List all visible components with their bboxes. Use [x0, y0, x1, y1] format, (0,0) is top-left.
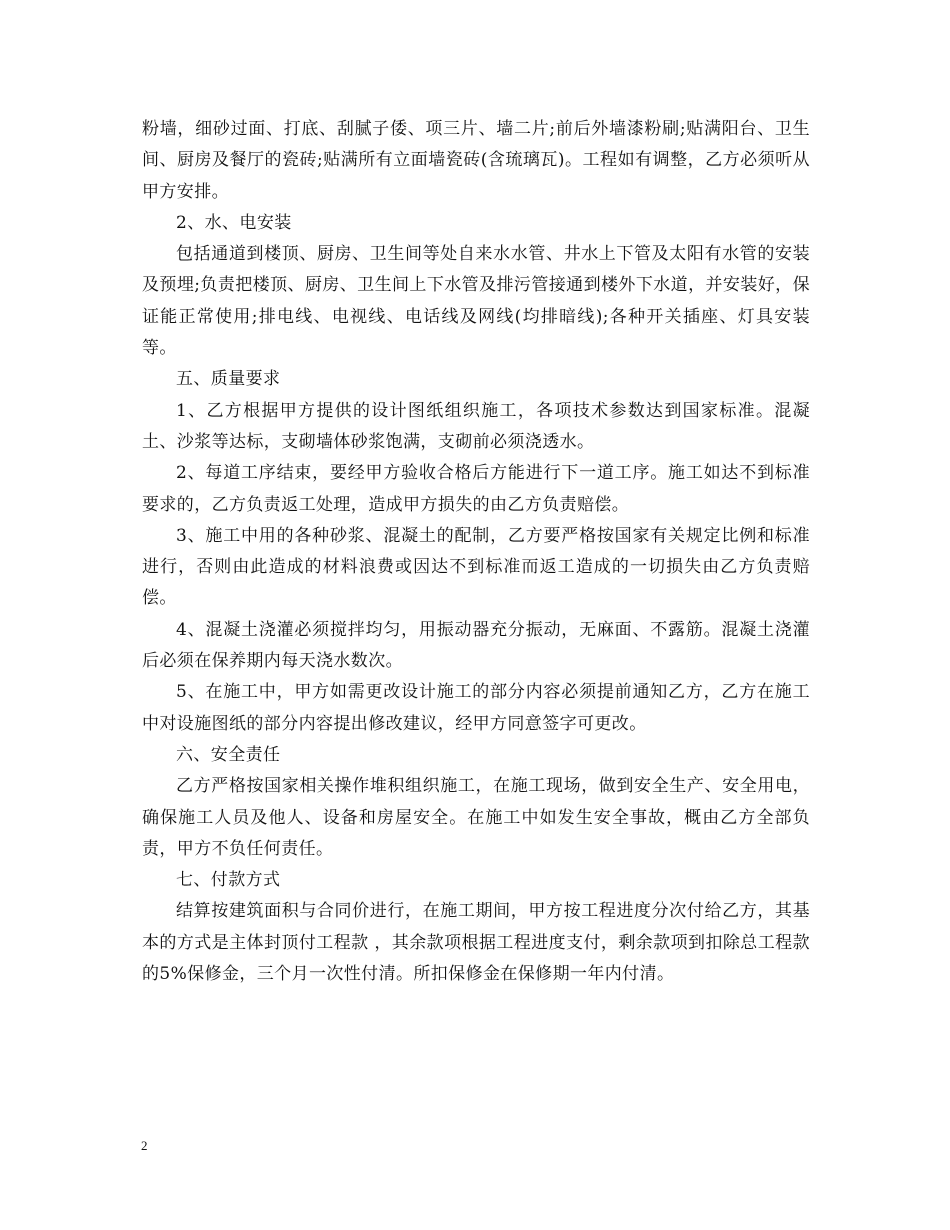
paragraph: 粉墙，细砂过面、打底、刮腻子倭、项三片、墙二片;前后外墙漆粉刷;贴满阳台、卫生间、厨房及餐厅的瓷砖;贴满所有立面墙瓷砖(含琉璃瓦)。工程如有调整，乙方必须听从甲方安排。	[142, 119, 810, 202]
section-heading: 2、水、电安装	[176, 212, 292, 233]
paragraph: 3、施工中用的各种砂浆、混凝土的配制，乙方要严格按国家有关规定比例和标准进行，否则由此造成的材料浪费或因达不到标准而返工造成的一切损失由乙方负责赔偿。	[142, 525, 810, 609]
paragraph: 2、每道工序结束，要经甲方验收合格后方能进行下一道工序。施工如达不到标准要求的，乙方负责返工处理，造成甲方损失的由乙方负责赔偿。	[142, 463, 810, 515]
section-heading: 七、付款方式	[176, 870, 281, 891]
paragraph: 5、在施工中，甲方如需更改设计施工的部分内容必须提前通知乙方，乙方在施工中对设施图纸的部分内容提出修改建议，经甲方同意签字可更改。	[142, 682, 810, 734]
paragraph: 结算按建筑面积与合同价进行，在施工期间，甲方按工程进度分次付给乙方，其基本的方式是主体封顶付工程款 ，其余款项根据工程进度支付，剩余款项到扣除总工程款的5%保修金，三个月一次性付清。所扣保修金在保修期一年内付清。	[142, 901, 810, 985]
page-number: 2	[141, 1138, 148, 1153]
paragraph: 包括通道到楼顶、厨房、卫生间等处自来水水管、井水上下管及太阳有水管的安装及预埋;负责把楼顶、厨房、卫生间上下水管及排污管接通到楼外下水道，并安装好，保证能正常使用;排电线、电视线、电话线及网线(均排暗线);各种开关插座、灯具安装等。	[142, 244, 810, 359]
section-heading: 五、质量要求	[176, 369, 281, 390]
section-heading: 六、安全责任	[176, 744, 281, 765]
paragraph: 乙方严格按国家相关操作堆积组织施工，在施工现场，做到安全生产、安全用电，确保施工人员及他人、设备和房屋安全。在施工中如发生安全事故，概由乙方全部负责，甲方不负任何责任。	[142, 776, 810, 859]
paragraph: 4、混凝土浇灌必须搅拌均匀，用振动器充分振动，无麻面、不露筋。混凝土浇灌后必须在保养期内每天浇水数次。	[142, 619, 810, 672]
document-body	[142, 114, 810, 990]
paragraph: 1、乙方根据甲方提供的设计图纸组织施工，各项技术参数达到国家标准。混凝土、沙浆等达标，支砌墙体砂浆饱满，支砌前必须浇透水。	[142, 400, 810, 452]
